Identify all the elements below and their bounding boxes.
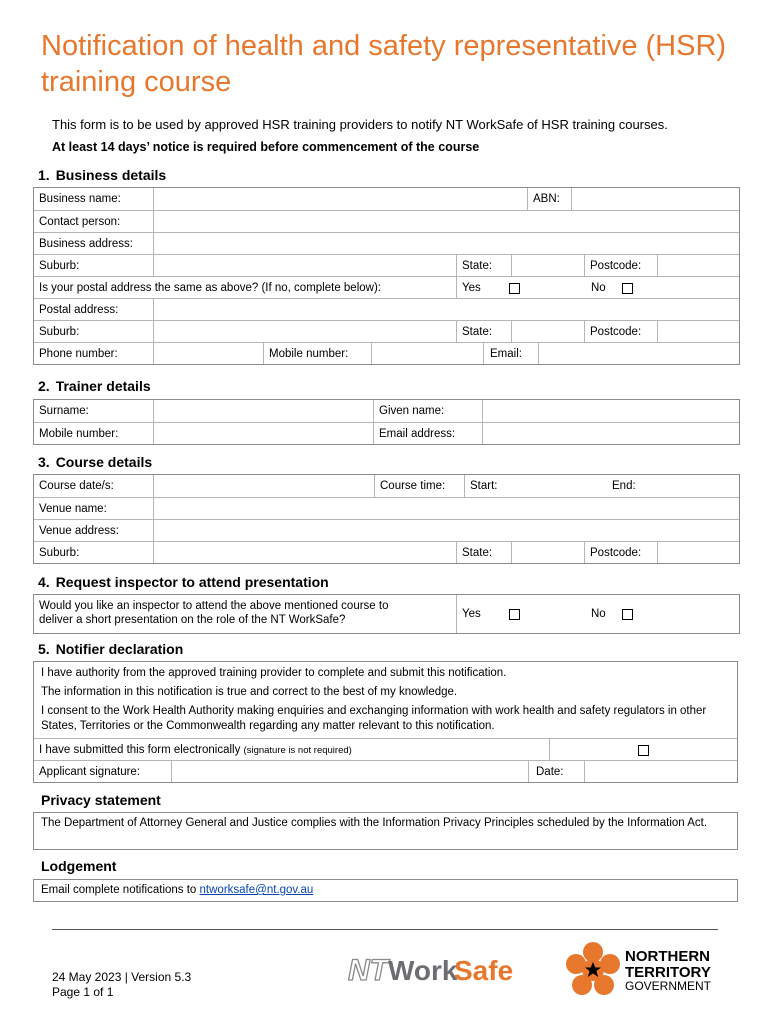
venue-name-label: Venue name: xyxy=(39,503,107,515)
postal-postcode-field[interactable] xyxy=(657,321,739,342)
end-time-field[interactable] xyxy=(607,475,739,497)
date-field[interactable] xyxy=(584,761,737,782)
footer-page-number: Page 1 of 1 xyxy=(52,985,114,999)
privacy-text: The Department of Attorney General and Justice complies with the Information Privacy Principles scheduled by the Information Act. xyxy=(33,812,738,850)
postal-address-label: Postal address: xyxy=(39,304,119,316)
section-4-heading: 4. Request inspector to attend presentation xyxy=(38,574,329,590)
surname-field[interactable] xyxy=(153,400,373,422)
venue-address-row xyxy=(34,519,739,541)
postal-suburb-label: Suburb: xyxy=(39,326,80,338)
surname-label: Surname: xyxy=(39,405,89,417)
signature-field[interactable] xyxy=(171,761,528,782)
trainer-contact-row xyxy=(34,422,739,444)
section-3-heading: 3. Course details xyxy=(38,454,153,470)
inspector-request-question: Would you like an inspector to attend the above mentioned course to deliver a short presentation on the role of the NT WorkSafe? xyxy=(39,600,389,626)
postal-state-label: State: xyxy=(456,321,511,342)
start-time-field[interactable] xyxy=(464,475,607,497)
given-name-label: Given name: xyxy=(373,400,482,422)
footer-divider xyxy=(52,929,718,930)
venue-suburb-label: Suburb: xyxy=(39,547,80,559)
electronic-row xyxy=(34,738,737,760)
venue-address-field[interactable] xyxy=(153,520,739,541)
postal-address-row xyxy=(34,298,739,320)
email-label: Email: xyxy=(483,343,538,364)
postal-address-field[interactable] xyxy=(153,299,739,320)
footer xyxy=(52,970,191,1000)
venue-state-label: State: xyxy=(456,542,511,563)
mobile-field[interactable] xyxy=(371,343,483,364)
contact-person-row xyxy=(34,210,739,232)
footer-date-version: 24 May 2023 | Version 5.3 xyxy=(52,970,192,984)
business-address-field[interactable] xyxy=(153,233,739,254)
lodgement-email-link[interactable]: ntworksafe@nt.gov.au xyxy=(199,884,314,896)
postal-state-field[interactable] xyxy=(511,321,584,342)
declaration-box xyxy=(33,661,738,783)
ntworksafe-logo-nt: NT xyxy=(348,954,388,986)
phone-row xyxy=(34,342,739,364)
course-time-label: Course time: xyxy=(374,475,464,497)
section-2-heading: 2. Trainer details xyxy=(38,378,151,394)
trainer-details-table xyxy=(33,399,740,445)
state-field[interactable] xyxy=(511,255,584,276)
trainer-name-row xyxy=(34,400,739,422)
trainer-email-label: Email address: xyxy=(373,423,482,444)
postal-same-row xyxy=(34,276,739,298)
mobile-label: Mobile number: xyxy=(263,343,371,364)
inspector-request-table xyxy=(33,594,740,634)
section-1-heading: 1. Business details xyxy=(38,167,167,183)
lodgement-text: Email complete notifications to xyxy=(41,884,197,896)
given-name-field[interactable] xyxy=(482,400,739,422)
postcode-label: Postcode: xyxy=(584,255,657,276)
venue-name-row xyxy=(34,497,739,519)
ntg-logo-line-1: NORTHERN xyxy=(625,948,710,965)
business-name-field[interactable] xyxy=(153,188,561,210)
venue-postcode-field[interactable] xyxy=(657,542,739,563)
section-5-heading: 5. Notifier declaration xyxy=(38,641,184,657)
signature-row xyxy=(34,760,737,782)
start-label: Start: xyxy=(470,480,498,492)
business-details-table xyxy=(33,187,740,365)
electronic-checkbox[interactable] xyxy=(638,745,649,756)
venue-state-field[interactable] xyxy=(511,542,584,563)
course-dates-label: Course date/s: xyxy=(39,480,114,492)
business-name-row xyxy=(34,188,739,210)
declaration-line-2: The information in this notification is true and correct to the best of my knowledge. xyxy=(41,686,458,698)
ntg-logo-line-2: TERRITORY xyxy=(625,964,711,981)
business-address-row xyxy=(34,232,739,254)
venue-name-field[interactable] xyxy=(153,498,739,519)
postal-same-question: Is your postal address the same as above? (If no, complete below): xyxy=(39,282,381,294)
inspector-request-row xyxy=(34,595,739,633)
ntg-logo-line-3: GOVERNMENT xyxy=(625,979,712,993)
postal-same-yes-checkbox[interactable] xyxy=(509,283,520,294)
abn-field[interactable] xyxy=(571,188,739,210)
phone-label: Phone number: xyxy=(39,348,118,360)
trainer-mobile-label: Mobile number: xyxy=(39,428,119,440)
notice-text: At least 14 days’ notice is required before commencement of the course xyxy=(52,140,480,154)
venue-suburb-row xyxy=(34,541,739,563)
privacy-heading: Privacy statement xyxy=(41,792,161,808)
venue-address-label: Venue address: xyxy=(39,525,119,537)
contact-person-field[interactable] xyxy=(153,211,739,232)
venue-postcode-label: Postcode: xyxy=(584,542,657,563)
end-label: End: xyxy=(612,480,636,492)
postal-suburb-field[interactable] xyxy=(153,321,456,342)
course-details-table xyxy=(33,474,740,564)
contact-person-label: Contact person: xyxy=(39,216,121,228)
postcode-field[interactable] xyxy=(657,255,739,276)
postal-same-no: No xyxy=(584,277,739,298)
venue-suburb-field[interactable] xyxy=(153,542,456,563)
course-date-row xyxy=(34,475,739,497)
inspector-no-checkbox[interactable] xyxy=(622,609,633,620)
email-field[interactable] xyxy=(538,343,739,364)
nt-government-logo xyxy=(565,940,725,1000)
trainer-email-field[interactable] xyxy=(482,423,739,444)
postal-same-yes: Yes xyxy=(456,277,584,298)
date-label: Date: xyxy=(528,761,584,782)
lodgement-heading: Lodgement xyxy=(41,858,117,874)
declaration-text xyxy=(34,662,737,734)
business-name-label: Business name: xyxy=(39,193,121,205)
state-label: State: xyxy=(456,255,511,276)
page-title: Notification of health and safety representative (HSR) training course xyxy=(41,30,727,98)
inspector-yes-checkbox[interactable] xyxy=(509,609,520,620)
abn-label: ABN: xyxy=(527,188,571,210)
electronic-checkbox-cell xyxy=(549,739,737,760)
suburb-field[interactable] xyxy=(153,255,456,276)
signature-label: Applicant signature: xyxy=(39,766,141,778)
ntworksafe-logo xyxy=(348,952,513,986)
business-address-label: Business address: xyxy=(39,238,133,250)
postal-suburb-row xyxy=(34,320,739,342)
course-dates-field[interactable] xyxy=(153,475,374,497)
phone-field[interactable] xyxy=(153,343,263,364)
electronic-label: I have submitted this form electronically (signature is not required) xyxy=(39,744,352,756)
declaration-line-1: I have authority from the approved training provider to complete and submit this notification. xyxy=(41,667,507,679)
postal-postcode-label: Postcode: xyxy=(584,321,657,342)
trainer-mobile-field[interactable] xyxy=(153,423,373,444)
desert-rose-icon xyxy=(566,942,620,995)
inspector-yes: Yes xyxy=(456,595,584,633)
lodgement-box xyxy=(33,879,738,902)
postal-same-no-checkbox[interactable] xyxy=(622,283,633,294)
declaration-line-3: I consent to the Work Health Authority making enquiries and exchanging information with work health and safety regulators in other States, Territories or the Commonwealth regarding any matter relevant to this notification. xyxy=(41,705,707,732)
suburb-row xyxy=(34,254,739,276)
ntworksafe-logo-safe: Safe xyxy=(454,955,513,986)
ntworksafe-logo-work: Work xyxy=(388,955,458,986)
suburb-label: Suburb: xyxy=(39,260,80,272)
intro-text: This form is to be used by approved HSR training providers to notify NT WorkSafe of HSR training courses. xyxy=(52,117,668,132)
inspector-no: No xyxy=(584,595,739,633)
